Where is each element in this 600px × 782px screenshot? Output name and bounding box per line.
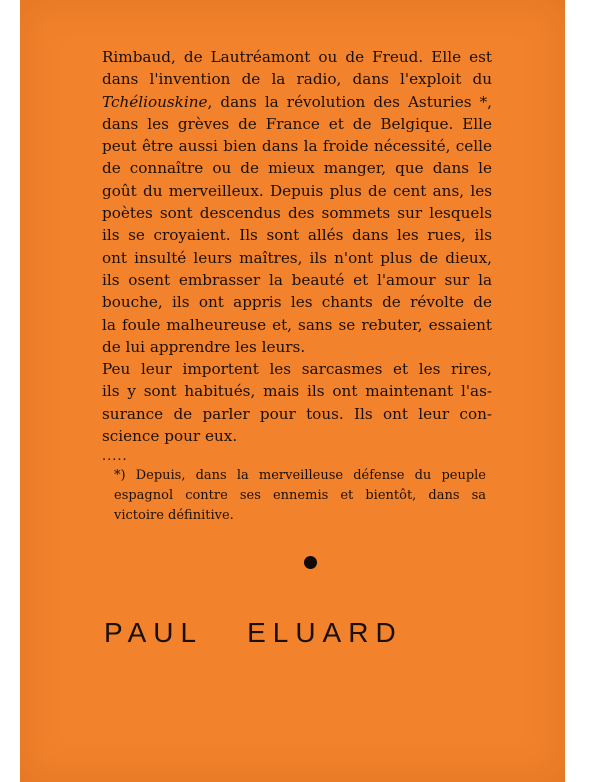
- text-line: ils y sont habitués, mais ils ont maintenant l'as-: [102, 382, 492, 401]
- book-page: [20, 0, 565, 782]
- bullet-dot-icon: [304, 556, 317, 569]
- author-name: [104, 617, 504, 649]
- footnote: [114, 466, 486, 526]
- text-line: ils se croyaient. Ils sont allés dans les rues, ils: [102, 226, 492, 245]
- text-line: dans les grèves de France et de Belgique. Elle: [102, 114, 492, 133]
- text-line: science pour eux.: [102, 427, 238, 446]
- text-line: goût du merveilleux. Depuis plus de cent ans, les: [102, 181, 492, 200]
- text-line: Peu leur importent les sarcasmes et les rires,: [102, 360, 492, 379]
- text-line: bouche, ils ont appris les chants de révolte de: [102, 293, 492, 312]
- text-fragment: , dans la révolution des Asturies *,: [207, 92, 492, 111]
- author-last-name: ELUARD: [247, 617, 403, 648]
- text-line: ont insulté leurs maîtres, ils n'ont plus de dieux,: [102, 248, 492, 267]
- footnote-line: espagnol contre ses ennemis et bientôt, dans sa: [114, 488, 486, 503]
- text-line: de lui apprendre les leurs.: [102, 337, 306, 356]
- author-first-name: PAUL: [104, 617, 204, 648]
- footnote-separator: .....: [102, 449, 128, 464]
- ship-name: Tchéliouskine: [102, 92, 208, 111]
- main-text: [102, 46, 492, 447]
- text-line: la foule malheureuse et, sans se rebuter, essaient: [102, 315, 492, 334]
- text-line: dans l'invention de la radio, dans l'exploit du: [102, 70, 492, 89]
- footnote-line: *) Depuis, dans la merveilleuse défense du peuple: [114, 468, 486, 483]
- text-line: peut être aussi bien dans la froide nécessité, celle: [102, 137, 492, 156]
- text-line: surance de parler pour tous. Ils ont leur con-: [102, 404, 492, 423]
- text-line: Rimbaud, de Lautréamont ou de Freud. Elle est: [102, 48, 492, 66]
- text-line: poètes sont descendus des sommets sur lesquels: [102, 204, 492, 223]
- text-line: ils osent embrasser la beauté et l'amour sur la: [102, 270, 492, 289]
- text-line: de connaître ou de mieux manger, que dans le: [102, 159, 492, 178]
- footnote-line: victoire définitive.: [114, 508, 234, 523]
- text-line-with-italic: [102, 91, 492, 113]
